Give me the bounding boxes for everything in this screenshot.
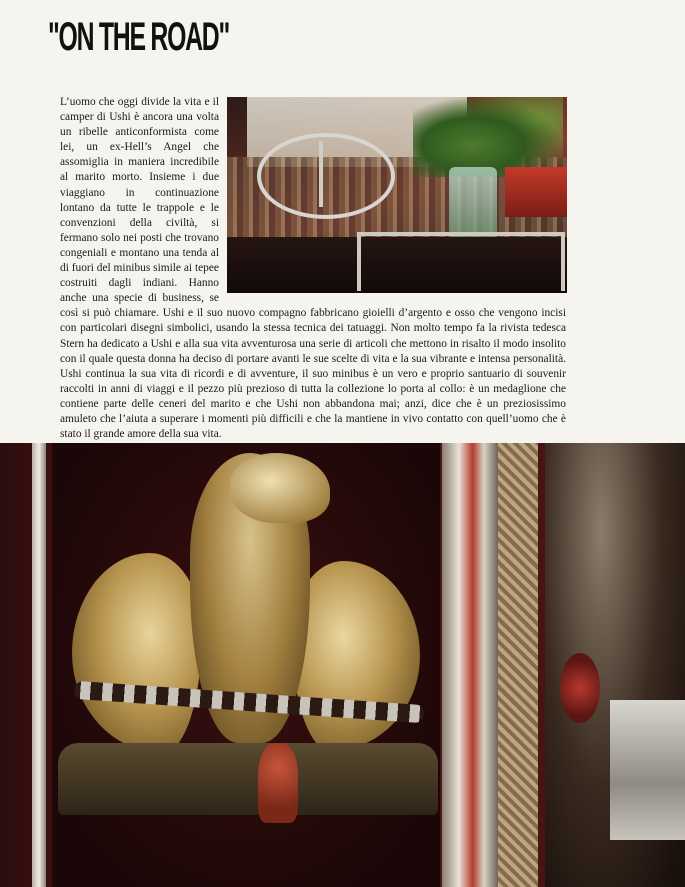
article-paragraph: L’uomo che oggi divide la vita e il camper di Ushi è ancora una volta un ribelle anticonformista come lei, un ex-Hell’s Angel che assomiglia in maniera incredibile al marito morto. Insieme i due viaggiano in continuazione lontano da tutte le trappole e le convenzioni della civiltà, si fermano solo nei posti che trovano congeniali e montano una tenda al di fuori del minibus simile ai tepee costruiti dagli indiani. Hanno anche una specie di business, se così si può chiamare. Ushi e il suo nuovo compagno fabbricano gioielli d’argento e osso che vengono incisi con particolari disegni simbolici, usando la stessa tecnica dei tatuaggi. Non molto tempo fa la rivista tedesca Stern ha dedicato a Ushi e alla sua vita avventurosa una serie di articoli che mettono in risalto il modo insolito con il quale questa donna ha deciso di portare avanti le sue scelte di vita e la sua vibrante e intensa personalità. Ushi continua la sua vita di ricordi e di avventure, il suo minibus è un vero e proprio santuario di souvenir raccolti in anni di viaggi e il pezzo più prezioso di tutta la collezione lo porta al collo: è un medaglione che contiene parte delle ceneri del marito e che Ushi non abbandona mai; anzi, dice che è un preziosissimo amuleto che l’aiuta a superare i momenti più difficili e che la mantiene in vivo contatto con quell’uomo che è stato il grande amore della sua vita. <box>60 96 566 441</box>
page-headline: "ON THE ROAD" <box>48 15 230 59</box>
article-body <box>60 95 566 442</box>
camper-cab-photo <box>227 97 567 293</box>
eagle-ornament-photo <box>0 443 685 887</box>
